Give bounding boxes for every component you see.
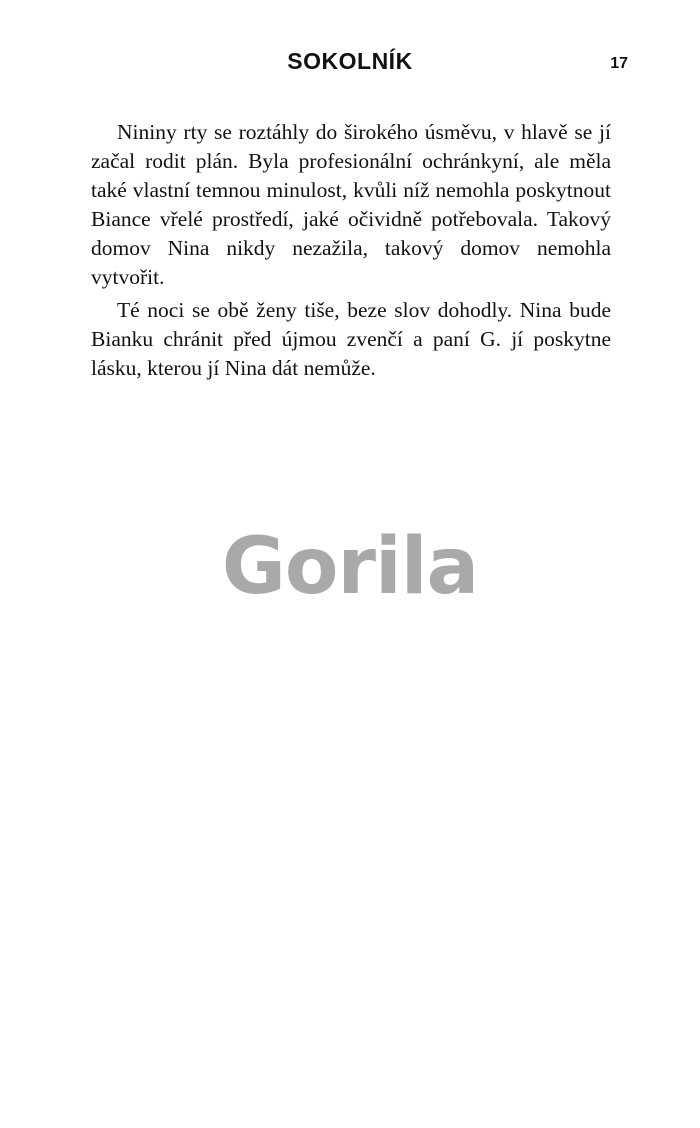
paragraph: Té noci se obě ženy tiše, beze slov dohodly. Nina bude Bianku chránit před újmou zvenčí a paní G. jí poskytne lásku, kterou jí Nina dát nemůže. [91,298,611,380]
page-number: 17 [610,55,628,72]
paragraph: Nininy rty se roztáhly do širokého úsměvu, v hlavě se jí začal rodit plán. Byla profesionální ochránkyní, ale měla také vlastní temnou minulost, kvůli níž nemohla poskytnout Biance vřelé prostředí, jaké očividně potřebovala. Takový domov Nina nikdy nezažila, takový domov nemohla vytvořit. [91,120,611,289]
publisher-watermark: Gorila [221,522,479,612]
body-text [91,118,611,387]
running-header-title: SOKOLNÍK [287,48,413,74]
